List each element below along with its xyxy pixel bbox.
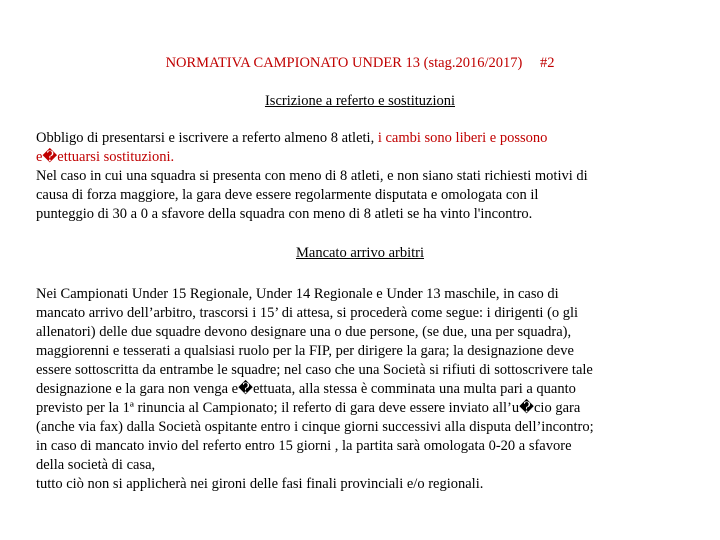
section-heading-mancato-arrivo: Mancato arrivo arbitri: [295, 245, 425, 261]
section-heading-iscrizione: Iscrizione a referto e sostituzioni: [264, 93, 456, 109]
section-paragraph-mancato-arrivo: [36, 285, 696, 494]
paragraph-line: maggiorenni e tesserati a qualsiasi ruolo per la FIP, per dirigere la gara; la designazione deve: [36, 343, 574, 359]
paragraph-line: punteggio di 30 a 0 a sfavore della squadra con meno di 8 atleti se ha vinto l'incontro.: [36, 206, 533, 222]
document-title: [0, 55, 720, 72]
paragraph-line: previsto per la 1ª rinuncia al Campionato; il referto di gara deve essere inviato all’u�cio gara: [36, 400, 581, 416]
paragraph-line: designazione e la gara non venga e�ettuata, alla stessa è comminata una multa pari a quanto: [36, 381, 576, 397]
paragraph-line: essere sottoscritta da entrambe le squadre; nel caso che una Società si rifiuti di sottoscrivere tale: [36, 362, 593, 378]
line-plain-text: Obbligo di presentarsi e iscrivere a referto almeno 8 atleti,: [36, 130, 378, 146]
paragraph-line: allenatori) delle due squadre devono designare una o due persone, (se due, una per squadra),: [36, 324, 572, 340]
section-paragraph-iscrizione: [36, 129, 696, 224]
highlighted-text: i cambi sono liberi e possono: [377, 130, 548, 146]
title-text: NORMATIVA CAMPIONATO UNDER 13 (stag.2016/2017): [165, 55, 523, 71]
paragraph-line: tutto ciò non si applicherà nei gironi delle fasi finali provinciali e/o regionali.: [36, 476, 484, 492]
paragraph-line: (anche via fax) dalla Società ospitante entro i cinque giorni successivi alla disputa dell’incontro;: [36, 419, 594, 435]
paragraph-line: [36, 129, 696, 148]
paragraph-line: della società di casa,: [36, 457, 156, 473]
paragraph-line: Nei Campionati Under 15 Regionale, Under 14 Regionale e Under 13 maschile, in caso di: [36, 286, 559, 302]
paragraph-line: in caso di mancato invio del referto entro 15 giorni , la partita sarà omologata 0-20 a sfavore: [36, 438, 572, 454]
title-number: #2: [539, 55, 555, 71]
paragraph-line: Nel caso in cui una squadra si presenta con meno di 8 atleti, e non siano stati richiesti motivi di: [36, 168, 588, 184]
highlighted-line: e�ettuarsi sostituzioni.: [36, 149, 175, 165]
paragraph-line: mancato arrivo dell’arbitro, trascorsi i 15’ di attesa, si procederà come segue: i dirigenti (o gli: [36, 305, 579, 321]
paragraph-line: causa di forza maggiore, la gara deve essere regolarmente disputata e omologata con il: [36, 187, 539, 203]
